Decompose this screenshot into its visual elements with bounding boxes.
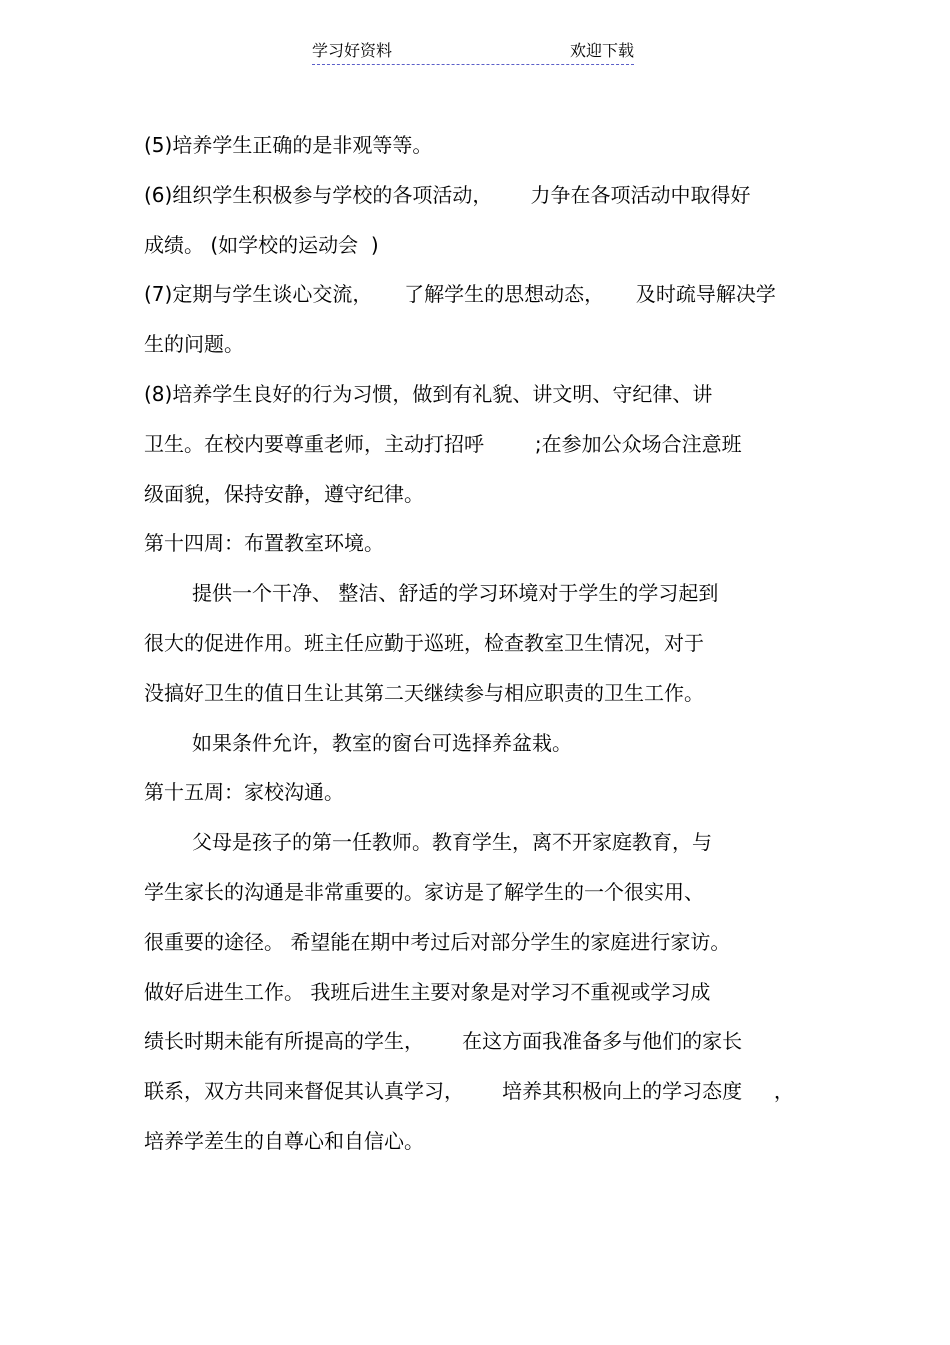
text-line: (8)培养学生良好的行为习惯，做到有礼貌、讲文明、守纪律、讲	[144, 381, 713, 406]
text-line: 学生家长的沟通是非常重要的。家访是了解学生的一个很实用、	[144, 879, 704, 904]
text-line: 成绩。 (如学校的运动会 )	[144, 232, 379, 257]
header-left-text: 学习好资料	[312, 41, 393, 60]
text-line: (5)培养学生正确的是非观等等。	[144, 133, 433, 157]
text-line: 很重要的途径。 希望能在期中考过后对部分学生的家庭进行家访。	[144, 929, 731, 954]
header-right-text: 欢迎下载	[569, 41, 634, 60]
text-line: 绩长时期未能有所提高的学生， 在这方面我准备多与他们的家长	[144, 1029, 743, 1054]
text-line: (6)组织学生积极参与学校的各项活动， 力争在各项活动中取得好	[144, 182, 751, 207]
text-line: (7)定期与学生谈心交流， 了解学生的思想动态， 及时疏导解决学	[144, 282, 776, 307]
page-header	[312, 38, 634, 65]
text-line: 做好后进生工作。 我班后进生主要对象是对学习不重视或学习成	[144, 979, 711, 1004]
text-line: 如果条件允许，教室的窗台可选择养盆栽。	[192, 730, 572, 755]
text-line: 培养学差生的自尊心和自信心。	[144, 1128, 424, 1153]
text-line: 卫生。在校内要尊重老师，主动打招呼 ;在参加公众场合注意班	[144, 431, 742, 456]
text-line: 联系，双方共同来督促其认真学习， 培养其积极向上的学习态度 ，	[144, 1079, 794, 1104]
text-line: 提供一个干净、 整洁、舒适的学习环境对于学生的学习起到	[192, 581, 719, 606]
section-heading: 第十五周：家校沟通。	[144, 780, 344, 805]
section-heading: 第十四周：布置教室环境。	[144, 531, 384, 556]
text-line: 生的问题。	[144, 332, 244, 357]
text-line: 很大的促进作用。班主任应勤于巡班，检查教室卫生情况，对于	[144, 630, 704, 655]
text-line: 级面貌，保持安静，遵守纪律。	[144, 481, 424, 506]
document-body	[144, 121, 844, 1167]
text-line: 没搞好卫生的值日生让其第二天继续参与相应职责的卫生工作。	[144, 680, 704, 705]
text-line: 父母是孩子的第一任教师。教育学生，离不开家庭教育，与	[192, 830, 712, 855]
